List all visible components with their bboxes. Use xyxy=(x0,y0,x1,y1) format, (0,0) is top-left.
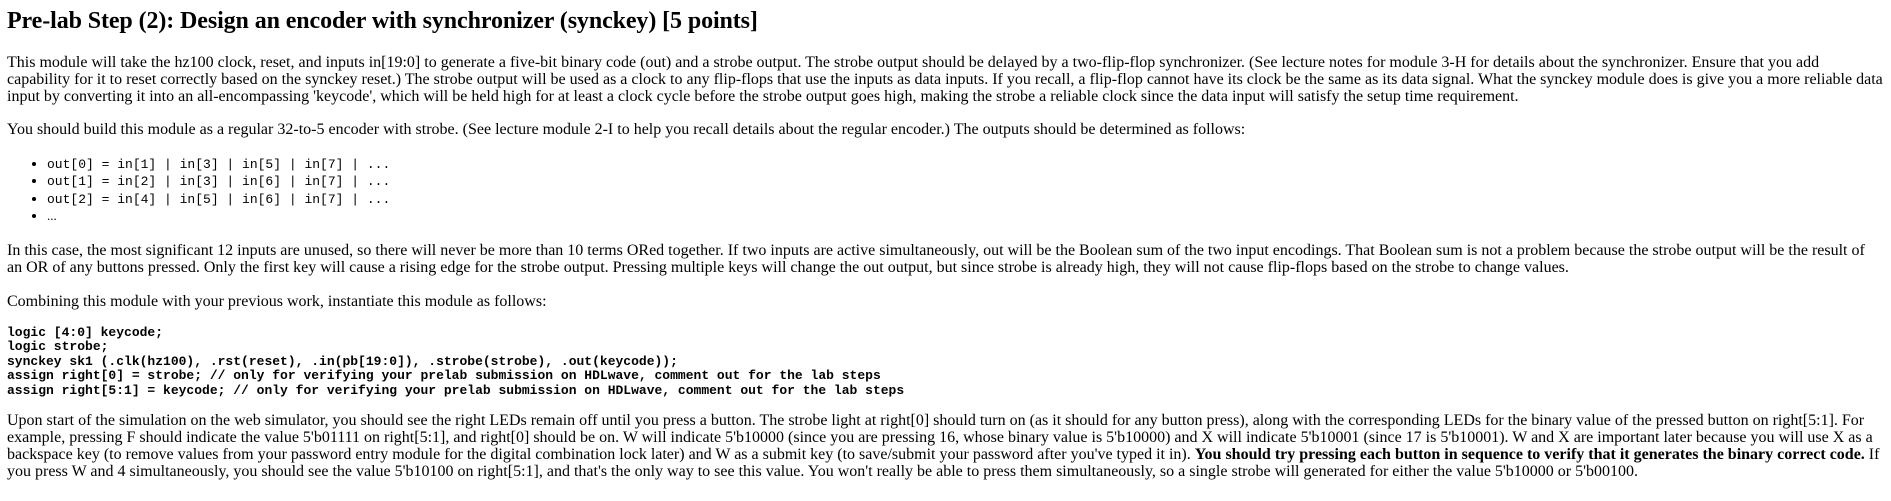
code-block xyxy=(7,326,1883,399)
intro-paragraph: This module will take the hz100 clock, reset, and inputs in[19:0] to generate a five-bit binary code (out) and a strobe output. The strobe output should be delayed by a two-flip-flop synchronizer. (See lecture notes for module 3-H for details about the synchronizer. Ensure that you add capability for it to reset correctly based on the synckey reset.) The strobe output will be used as a clock to any flip-flops that use the inputs as data inputs. If you recall, a flip-flop cannot have its clock be the same as its data signal. What the synckey module does is give you a more reliable data input by converting it into an all-encompassing 'keycode', which will be held high for at least a clock cycle before the strobe output goes high, making the strobe a reliable clock since the data input will satisfy the setup time requirement. xyxy=(7,53,1883,106)
code-line: logic strobe; xyxy=(7,339,109,355)
ellipsis-text: ... xyxy=(47,208,57,224)
section-heading: Pre-lab Step (2): Design an encoder with synchronizer (synckey) [5 points] xyxy=(7,8,758,34)
equation-code: out[0] = in[1] | in[3] | in[5] | in[7] | ... xyxy=(47,156,391,172)
document-page xyxy=(0,8,1891,481)
code-line: logic [4:0] keycode; xyxy=(7,324,164,340)
code-line: assign right[0] = strobe; // only for verifying your prelab submission on HDLwave, comment out for the lab steps xyxy=(7,368,881,384)
build-paragraph: You should build this module as a regular 32-to-5 encoder with strobe. (See lecture module 2-I to help you recall details about the regular encoder.) The outputs should be determined as follows: xyxy=(7,121,1246,139)
code-line: synckey sk1 (.clk(hz100), .rst(reset), .in(pb[19:0]), .strobe(strobe), .out(keycode)); xyxy=(7,353,678,369)
list-item xyxy=(47,155,1883,173)
combine-paragraph: Combining this module with your previous work, instantiate this module as follows: xyxy=(7,292,547,310)
upon-start-emphasis: You should try pressing each button in sequence to verify that it generates the binary correct code. xyxy=(1194,446,1865,464)
upon-start-text-end: If you press W and 4 simultaneously, you should see the value 5'b10100 on right[5:1], and that's the only way to see this value. You won't really be able to press them simultaneously, so a single strobe will generated for either the value 5'b10000 or 5'b00100. xyxy=(7,446,1880,481)
upon-start-paragraph xyxy=(7,412,1883,481)
output-equations-list xyxy=(7,155,1883,225)
list-item xyxy=(47,207,1883,225)
list-item xyxy=(47,190,1883,208)
equation-code: out[2] = in[4] | in[5] | in[6] | in[7] | ... xyxy=(47,191,391,207)
upon-start-text: Upon start of the simulation on the web simulator, you should see the right LEDs remain off until you press a button. The strobe light at right[0] should turn on (as it should for any button press), along with the corresponding LEDs for the binary value of the pressed button on right[5:1]. For example, pressing F should indicate the value 5'b01111 on right[5:1], and right[0] should be on. W will indicate 5'b10000 (since you are pressing 16, whose binary value is 5'b10000) and X will indicate 5'b10001 (since 17 is 5'b10001). W and X are important later because you will use X as a backspace key (to remove values from your password entry module for the digital combination lock later) and W as a submit key (to save/submit your password after you've typed it in). xyxy=(7,411,1873,464)
case-paragraph: In this case, the most significant 12 inputs are unused, so there will never be more than 10 terms ORed together. If two inputs are active simultaneously, out will be the Boolean sum of the two input encodings. That Boolean sum is not a problem because the strobe output will be the result of an OR of any buttons pressed. Only the first key will cause a rising edge for the strobe output. Pressing multiple keys will change the out output, but since strobe is already high, they will not cause flip-flops based on the strobe to change values. xyxy=(7,242,1865,277)
list-item xyxy=(47,172,1883,190)
equation-code: out[1] = in[2] | in[3] | in[6] | in[7] | ... xyxy=(47,174,391,190)
code-line: assign right[5:1] = keycode; // only for verifying your prelab submission on HDLwave, comment out for the lab steps xyxy=(7,383,905,399)
